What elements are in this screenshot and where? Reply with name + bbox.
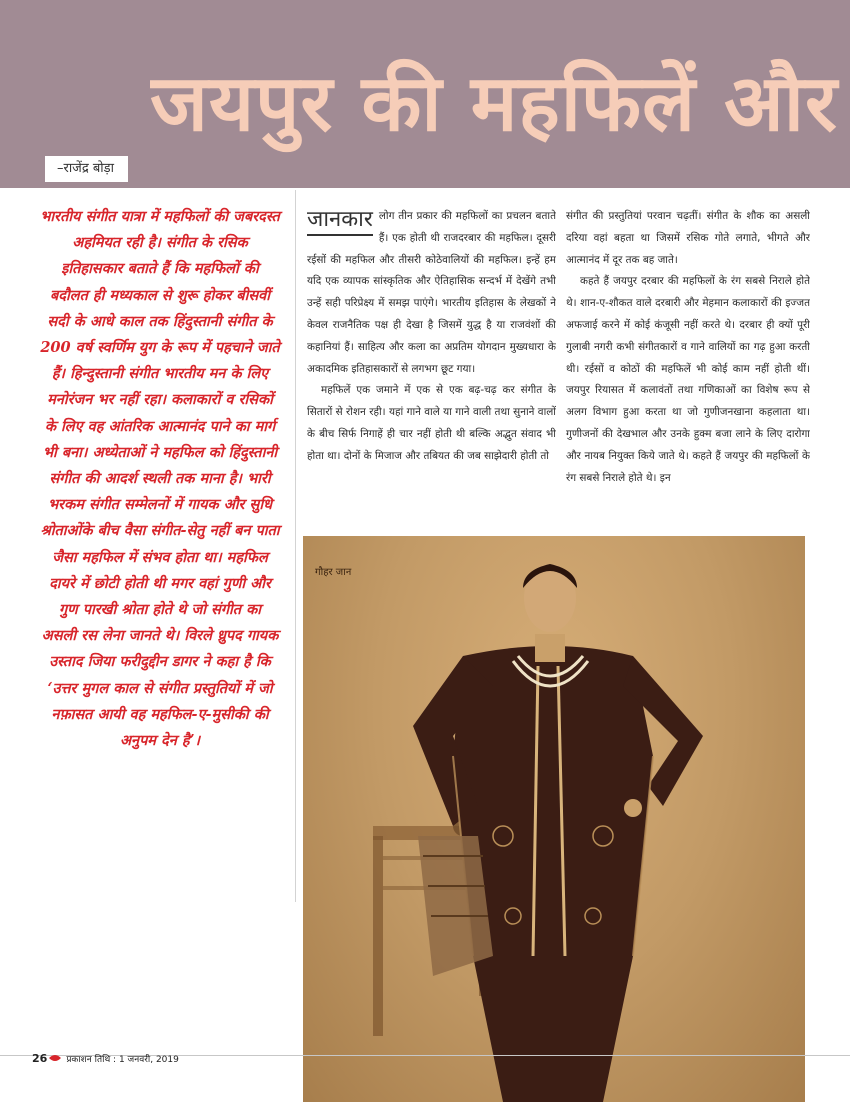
photo-caption: गौहर जान bbox=[315, 567, 352, 578]
portrait-figure bbox=[303, 536, 805, 1102]
body-paragraph: संगीत की प्रस्तुतियां परवान चढ़तीं। संगीत के शौक का असली दरिया वहां बहता था जिसमें रसिक गोते लगाते, भीगते और आत्मानंद में दूर तक बह जाते। bbox=[566, 210, 810, 266]
publication-date: प्रकाशन तिथि : 1 जनवरी, 2019 bbox=[66, 1054, 179, 1065]
body-column-2 bbox=[566, 206, 810, 522]
body-paragraph: कहते हैं जयपुर दरबार की महफिलों के रंग सबसे निराले होते थे। शान-ए-शौकत वाले दरबारी और मेहमान कलाकारों की इज्जत अफजाई करने में कोई कंजूसी नहीं करते थे। दरबार ही क्यों पूरी गुलाबी नगरी कभी संगीतकारों व गाने वालियों का गढ़ हुआ करती थी। रईसों व कोठों की महफिलें भी कोई काम नहीं होती थीं। जयपुर रियासत में कलावंतों तथा गणिकाओं का विशेष रूप से अलग विभाग हुआ करता था जो गुणीजनखाना कहलाता था। गुणीजनों की देखभाल और उनके हुक्म बजा लाने के लिए दारोगा और नायब नियुक्त किये जाते थे। कहते हैं जयपुर की महफिलों के रंग सबसे निराले होते थे। इन bbox=[566, 275, 810, 484]
column-divider bbox=[295, 190, 296, 902]
body-paragraph: महफिलें एक जमाने में एक से एक बढ़-चढ़ कर संगीत के सितारों से रोशन रही। यहां गाने वाले या गाने वाली तथा सुनाने वालों के बीच सिर्फ निगाहें ही चार नहीं होती थी बल्कि अद्भुत संवाद भी होता था। दोनों के मिजाज और तबियत की जब साझेदारी होती तो bbox=[307, 384, 556, 462]
leaf-icon bbox=[49, 1054, 61, 1062]
article-title: जयपुर की महफिलें और bbox=[150, 59, 838, 149]
footer bbox=[32, 1050, 179, 1066]
byline: –राजेंद्र बोड़ा bbox=[45, 156, 128, 182]
portrait-photo bbox=[303, 536, 805, 1102]
page-number: 26 bbox=[32, 1051, 48, 1065]
pull-quote: भारतीय संगीत यात्रा में महफिलों की जबरदस्त अहमियत रही है। संगीत के रसिक इतिहासकार बताते हैं कि महफिलों की बदौलत ही मध्यकाल से शुरू होकर बीसवीं सदी के आधे काल तक हिंदुस्तानी संगीत के 200 वर्ष स्वर्णिम युग के रूप में पहचाने जाते हैं। हिन्दुस्तानी संगीत भारतीय मन के लिए मनोरंजन भर नहीं रहा। कलाकारों व रसिकों के लिए वह आंतरिक आत्मानंद पाने का मार्ग भी बना। अध्येताओं ने महफिल को हिंदुस्तानी संगीत की आदर्श स्थली तक माना है। भारी भरकम संगीत सम्मेलनों में गायक और सुधि श्रोताओंके बीच वैसा संगीत-सेतु नहीं बन पाता जैसा महफिल में संभव होता था। महफिल दायरे में छोटी होती थी मगर वहां गुणी और गुण पारखी श्रोता होते थे जो संगीत का असली रस लेना जानते थे। विरले ध्रुपद गायक उस्ताद जिया फरीदुद्दीन डागर ने कहा है कि ‘उत्तर मुगल काल से संगीत प्रस्तुतियों में जो नफ़ासत आयी वह महफिल-ए-मुसीकी की अनुपम देन है’। bbox=[40, 208, 280, 750]
body-paragraph: लोग तीन प्रकार की महफिलों का प्रचलन बताते हैं। एक होती थी राजदरबार की महफिल। दूसरी रईसों की महफिल और तीसरी कोठेवालियों की महफिल। इन्हें हम यदि एक व्यापक सांस्कृतिक और ऐतिहासिक सन्दर्भ में देखेंगे तभी उन्हें सही परिप्रेक्ष्य में समझ पाएंगे। भारतीय इतिहास के लेखकों ने केवल राजनैतिक पक्ष ही देखा है जिसमें युद्ध है या राजवंशों की कहानियां हैं। साहित्य और कला का अप्रतिम योगदान मुख्यधारा के अकादमिक इतिहासकारों से लगभग छूट गया। bbox=[307, 210, 556, 375]
body-column-1 bbox=[307, 206, 556, 522]
section-label: जानकार bbox=[307, 206, 373, 236]
